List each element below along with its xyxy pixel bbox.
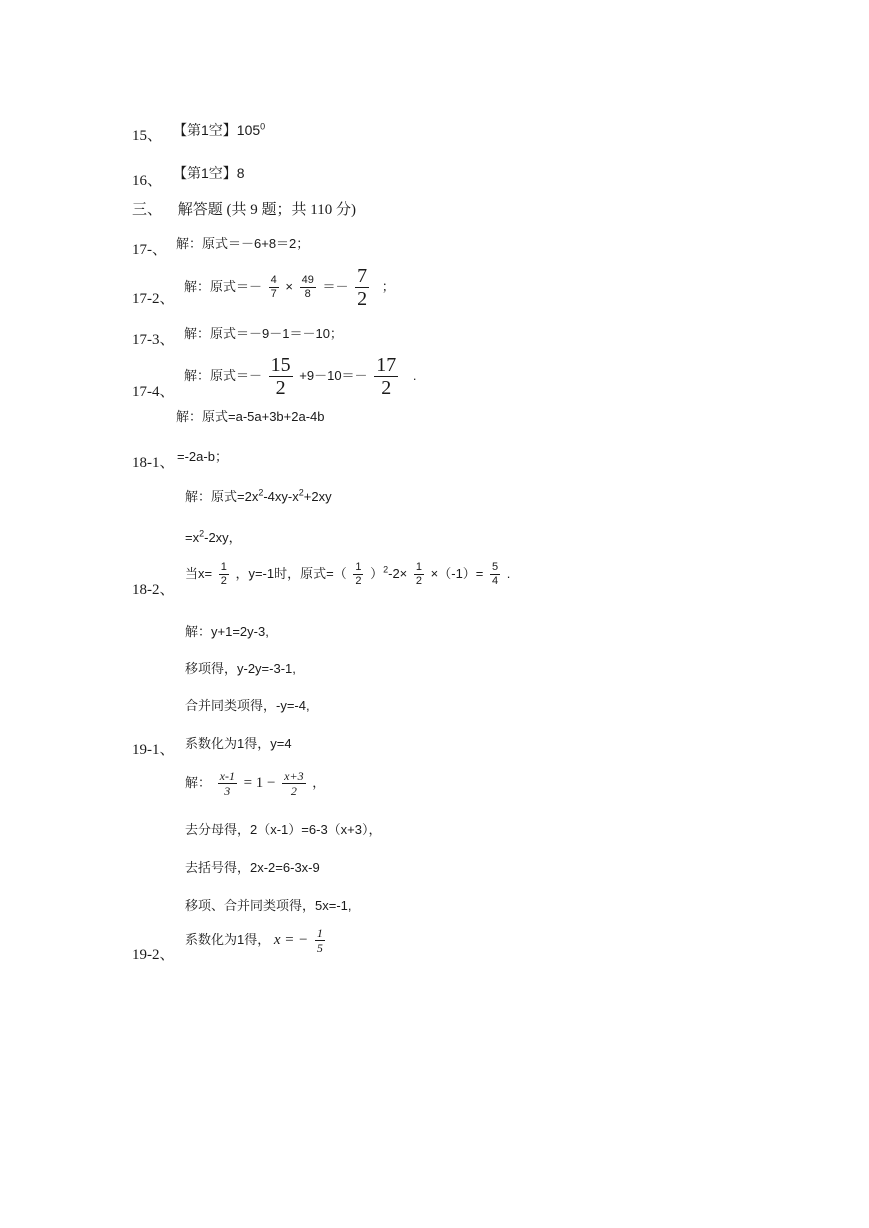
question-number-19-1: 19-1、 (132, 742, 175, 758)
fraction (490, 562, 500, 587)
answer-18-2-line-1 (185, 486, 332, 505)
denominator: 3 (224, 784, 231, 798)
denominator: 7 (270, 288, 277, 300)
answer-text: ×（-1）= (430, 565, 484, 581)
answer-text: = 1 − (243, 774, 276, 791)
answer-text: 解： (185, 774, 212, 790)
degree-sup: 0 (260, 121, 266, 132)
answer-text: ＝－ (322, 278, 349, 294)
answer-text: -4xy-x (263, 489, 299, 504)
section-heading (132, 198, 356, 219)
answer-19-2-line-1 (185, 770, 325, 797)
answer-text: 解：原式=2x (185, 489, 259, 504)
section-label: 三、 (132, 202, 163, 218)
numerator: x+3 (284, 769, 304, 783)
exponent: 2 (298, 487, 304, 498)
answer-19-1-line-4: 系数化为1得，y=4 (185, 736, 292, 751)
answer-16 (173, 163, 245, 183)
numerator: 1 (355, 561, 362, 573)
answer-18-2-line-3 (185, 562, 510, 587)
fraction (219, 562, 229, 587)
fraction (282, 770, 305, 797)
numerator: 17 (376, 354, 397, 376)
denominator: 2 (220, 575, 227, 587)
question-number-17-2: 17-2、 (132, 291, 175, 307)
fraction (300, 275, 316, 300)
exponent: 2 (258, 487, 264, 498)
denominator: 2 (381, 377, 392, 399)
answer-text: +9－10＝－ (299, 367, 368, 383)
answer-17-3: 解：原式＝－9－1＝－10； (184, 326, 343, 341)
fraction (269, 275, 279, 300)
question-number-18-2: 18-2、 (132, 582, 175, 598)
denominator: 2 (290, 784, 297, 798)
question-number-17-4: 17-4、 (132, 384, 175, 400)
exponent: 2 (383, 564, 389, 575)
answer-text: 系数化为1得， (185, 931, 271, 947)
question-number-17-3: 17-3、 (132, 332, 175, 348)
math-variable: x = − (273, 931, 309, 948)
section-title: 解答题 (共 9 题；共 110 分) (177, 202, 356, 218)
answer-19-1-line-2: 移项得，y-2y=-3-1, (185, 661, 296, 676)
answer-text: ； (381, 278, 395, 294)
numerator: x-1 (219, 769, 235, 783)
denominator: 5 (316, 941, 323, 955)
question-number-18-1: 18-1、 (132, 455, 175, 471)
fraction (218, 770, 237, 797)
fraction (414, 562, 424, 587)
answer-text: . (506, 565, 511, 581)
answer-17-1: 解：原式＝－6+8＝2； (176, 236, 310, 251)
numerator: 15 (270, 354, 291, 376)
answer-17-2 (184, 266, 395, 309)
times-sign: × (285, 278, 293, 294)
numerator: 4 (270, 274, 277, 286)
answer-text: -2× (388, 565, 408, 581)
fraction (315, 927, 325, 954)
answer-18-1-line-1: 解：原式=a-5a+3b+2a-4b (176, 409, 325, 424)
denominator: 2 (275, 377, 286, 399)
numerator: 1 (316, 926, 323, 940)
denominator: 8 (304, 288, 311, 300)
answer-text: 当x= (185, 565, 213, 581)
denominator: 2 (355, 575, 362, 587)
answer-text: -2xy， (204, 530, 242, 545)
answer-19-2-line-5 (185, 927, 328, 954)
fraction (374, 355, 398, 398)
answer-19-2-line-4: 移项、合并同类项得，5x=-1, (185, 898, 352, 913)
answer-17-4 (184, 355, 416, 398)
answer-18-1-line-2: =-2a-b； (177, 449, 228, 464)
answer-value: 8 (236, 165, 245, 181)
answer-text: ） (370, 565, 384, 581)
denominator: 2 (357, 288, 368, 310)
answer-15 (173, 120, 265, 140)
answer-text: +2xy (303, 489, 332, 504)
answer-18-2-line-2 (185, 527, 242, 546)
answer-text: ， (312, 774, 326, 790)
denominator: 4 (492, 575, 499, 587)
question-number-19-2: 19-2、 (132, 947, 175, 963)
answer-text: 解：原式＝－ (184, 367, 263, 383)
answer-text: 解：原式＝－ (184, 278, 263, 294)
answer-19-2-line-3: 去括号得，2x-2=6-3x-9 (185, 860, 320, 875)
question-number-15: 15、 (132, 128, 163, 144)
numerator: 49 (301, 274, 314, 286)
answer-19-1-line-3: 合并同类项得，-y=-4, (185, 698, 310, 713)
answer-text: =x (185, 530, 200, 545)
numerator: 7 (357, 265, 368, 287)
answer-19-2-line-2: 去分母得，2（x-1）=6-3（x+3）， (185, 822, 382, 837)
answer-19-1-line-1: 解：y+1=2y-3, (185, 624, 269, 639)
fraction (353, 562, 363, 587)
fraction (355, 266, 369, 309)
numerator: 5 (492, 561, 499, 573)
denominator: 2 (415, 575, 423, 587)
answer-text: ，y=-1时，原式=（ (235, 565, 347, 581)
fraction (269, 355, 293, 398)
exponent: 2 (199, 528, 205, 539)
numerator: 1 (415, 561, 423, 573)
blank-tag: 【第1空】 (173, 165, 237, 181)
question-number-17-1: 17-、 (132, 242, 167, 258)
answer-value: 105 (236, 122, 261, 138)
blank-tag: 【第1空】 (173, 122, 237, 138)
question-number-16: 16、 (132, 173, 163, 189)
answer-text: . (412, 367, 417, 383)
numerator: 1 (220, 561, 227, 573)
